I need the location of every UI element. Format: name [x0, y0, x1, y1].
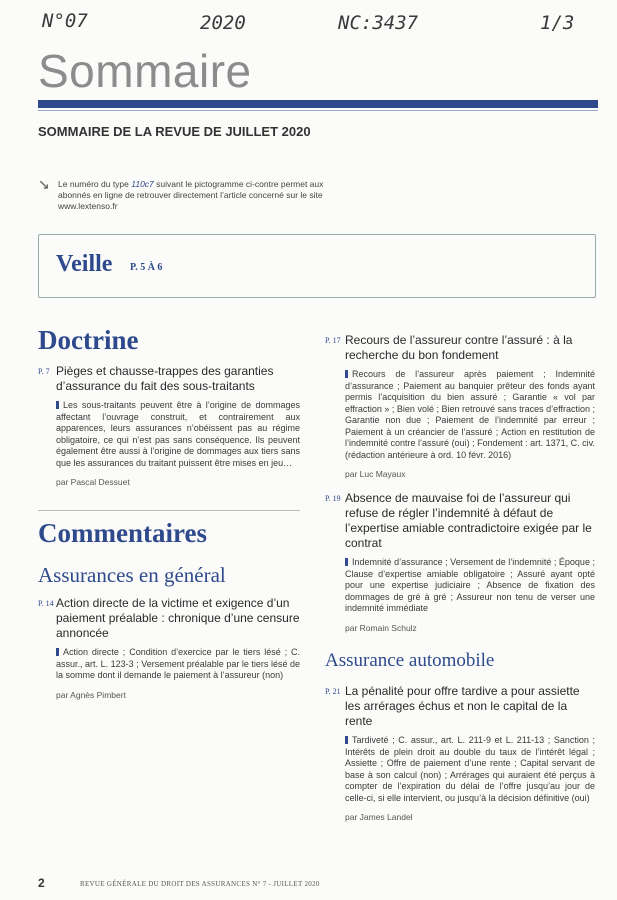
bullet-marker	[345, 736, 348, 744]
article-4-title[interactable]: Absence de mauvaise foi de l’assureur qui refuse de régler l’indemnité à défaut de l’expertise amiable contradictoire exigée par le contrat	[345, 491, 592, 550]
article-5-abstract	[345, 735, 595, 804]
article-1-title[interactable]: Pièges et chausse-trappes des garanties d’assurance du fait des sous-traitants	[56, 364, 274, 393]
note-text-after: suivant le pictogramme ci-contre permet aux abonnés en ligne de retrouver directement l’article concerné sur le site	[58, 179, 324, 200]
article-5[interactable]	[325, 684, 595, 822]
article-2[interactable]	[38, 596, 300, 700]
link-icon: ↘	[38, 176, 50, 192]
article-3-page: P. 17	[325, 336, 341, 345]
article-1-page: P. 7	[38, 367, 50, 376]
article-2-page: P. 14	[38, 599, 54, 608]
section-assurance-automobile: Assurance automobile	[325, 650, 495, 671]
title-thin-rule	[38, 110, 598, 111]
bleed-through-decoration: ⠀	[440, 191, 464, 227]
handwritten-page: 1/3	[540, 12, 575, 34]
article-3[interactable]	[325, 333, 595, 479]
article-4-author: par Romain Schulz	[345, 622, 417, 633]
article-3-author: par Luc Mayaux	[345, 469, 406, 479]
article-5-title[interactable]: La pénalité pour offre tardive a pour assiette les arrérages échus et non le capital de la rente	[345, 684, 580, 728]
article-1-abstract-text: Les sous-traitants peuvent être à l’origine de dommages affectant l’ouvrage construit, et contrairement aux apparences, leurs assurances n’obéissent pas au régime obligatoire, ce qui n’est pas sans conséquence. Ils peuvent également être aussi à l’origine de dommages aux tiers sans que les assurances du traitant puissent être mises en jeu…	[56, 400, 300, 468]
lextenso-note	[58, 179, 328, 212]
bullet-marker	[56, 648, 59, 656]
article-2-author: par Agnès Pimbert	[56, 689, 126, 700]
veille-box	[38, 234, 596, 298]
bullet-marker	[56, 401, 59, 409]
veille-heading[interactable]: Veille	[56, 251, 113, 277]
article-4[interactable]	[325, 491, 595, 633]
note-code: 110c7	[131, 179, 154, 189]
section-assurances-general: Assurances en général	[38, 563, 226, 587]
handwritten-year: 2020	[200, 12, 246, 34]
bullet-marker	[345, 370, 348, 378]
section-divider	[38, 510, 300, 511]
bullet-marker	[345, 558, 348, 566]
page-subtitle: SOMMAIRE DE LA REVUE DE JUILLET 2020	[38, 124, 311, 139]
handwritten-issue: N°07	[42, 10, 88, 32]
note-text-before: Le numéro du type	[58, 179, 132, 189]
title-rule	[38, 100, 598, 108]
article-5-page: P. 21	[325, 687, 341, 696]
article-1-author: par Pascal Dessuet	[56, 477, 130, 487]
article-5-abstract-text: Tardiveté ; C. assur., art. L. 211-9 et L. 211-13 ; Sanction ; Intérêts de plein droit au double du taux de l’intérêt légal ; Assiette ; Offre de paiement d’une rente ; Capital servant de base à son calcul (non) ; Arrérages qui auraient été perçus à compter de l’expiration du délai de l’offre jusqu’au jour de celle-ci, si elle intervient, ou jusqu’à la décision définitive (oui)	[345, 735, 595, 803]
page-title: Sommaire	[38, 45, 252, 97]
footer-journal: REVUE GÉNÉRALE DU DROIT DES ASSURANCES N° 7 - JUILLET 2020	[80, 880, 320, 888]
section-doctrine: Doctrine	[38, 325, 139, 355]
section-commentaires: Commentaires	[38, 518, 207, 548]
footer-page-number: 2	[38, 876, 45, 890]
article-1[interactable]	[38, 364, 300, 487]
article-4-abstract	[345, 557, 595, 615]
article-3-abstract	[345, 369, 595, 461]
article-3-title[interactable]: Recours de l’assureur contre l’assuré : à la recherche du bon fondement	[345, 333, 573, 362]
article-2-title[interactable]: Action directe de la victime et exigence d’un paiement préalable : chronique d’une censure annoncée	[56, 596, 300, 640]
article-5-author: par James Landel	[345, 812, 413, 822]
article-4-abstract-text: Indemnité d’assurance ; Versement de l’indemnité ; Époque ; Clause d’expertise amiable obligatoire ; Assuré ayant opté pour une expertise judiciaire ; Absence de fixation des dommages de gré à gré ; Assureur non tenu de verser une indemnité immédiate	[345, 557, 595, 613]
article-3-abstract-text: Recours de l’assureur après paiement ; Indemnité d’assurance ; Paiement au banquier prêteur des fonds ayant permis l’acquisition du bien assuré ; Garantie « vol par effraction » ; Bien volé ; Bien retrouvé sans traces d’effraction ; Garantie non due ; Paiement de l’indemnité par erreur ; Paiement à un créancier de l’assuré ; Action en restitution de l’indemnité contre l’assuré (oui) ; Fondement : art. 1371, C. civ. (rédaction antérieure à ord. 10 févr. 2016)	[345, 369, 595, 460]
article-4-page: P. 19	[325, 494, 341, 503]
handwritten-ref: NC:3437	[338, 12, 419, 34]
article-2-abstract	[56, 647, 300, 682]
veille-pages: P. 5 À 6	[130, 262, 163, 273]
article-1-abstract	[56, 400, 300, 469]
note-site[interactable]: www.lextenso.fr	[58, 201, 118, 211]
article-2-abstract-text: Action directe ; Condition d’exercice par le tiers lésé ; C. assur., art. L. 123-3 ; Versement préalable par le tiers lésé de la somme dont il demande le paiement à l’assureur (non)	[56, 647, 300, 680]
